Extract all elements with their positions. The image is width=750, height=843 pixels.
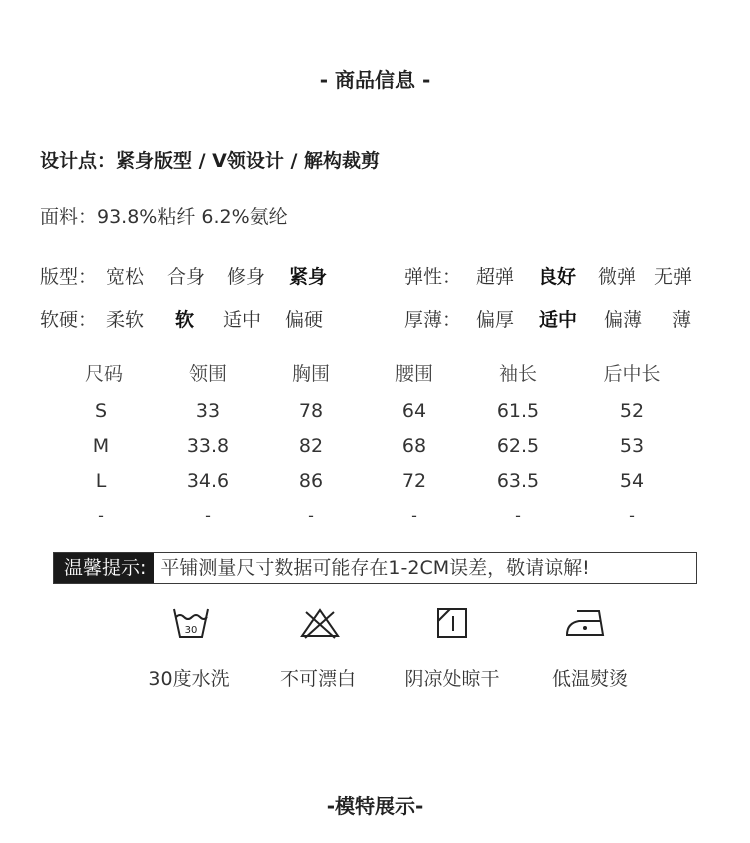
size-table-cell: 61.5 [496, 400, 540, 422]
care-label: 不可漂白 [279, 668, 356, 690]
softness-option: 适中 [223, 309, 262, 331]
size-table-cell: 34.6 [186, 470, 230, 492]
thickness-option: 偏薄 [604, 309, 643, 331]
size-table-cell: 64 [401, 400, 427, 422]
fit-label: 版型： [40, 266, 98, 288]
size-table-cell: 53 [619, 435, 645, 457]
size-table-cell: - [629, 506, 635, 525]
size-table-cell: 68 [401, 435, 427, 457]
fit-option: 宽松 [106, 266, 145, 288]
size-table-cell: 82 [298, 435, 324, 457]
care-label: 低温熨烫 [551, 668, 628, 690]
elasticity-option-selected: 良好 [538, 266, 577, 288]
thickness-option-selected: 适中 [539, 309, 578, 331]
thickness-option: 偏厚 [476, 309, 515, 331]
size-table-cell: 33.8 [186, 435, 230, 457]
section-title-product-info: - 商品信息 - [319, 68, 431, 92]
shade-dry-icon [422, 601, 482, 647]
size-table-cell: S [94, 400, 108, 422]
low-iron-icon [557, 601, 617, 647]
fabric-composition: 面料：93.8%粘纤 6.2%氨纶 [40, 206, 288, 228]
elasticity-label: 弹性： [404, 266, 462, 288]
size-table-cell: - [98, 506, 104, 525]
elasticity-option: 微弹 [598, 266, 637, 288]
section-title-model-display: -模特展示- [326, 794, 424, 818]
size-table-header: 领围 [188, 363, 227, 385]
size-table-cell: - [308, 506, 314, 525]
size-table-header: 腰围 [394, 363, 433, 385]
tip-text: 平铺测量尺寸数据可能存在1-2CM误差，敬请谅解! [160, 557, 590, 579]
size-table-cell: M [92, 435, 110, 457]
softness-option: 柔软 [106, 309, 145, 331]
tip-label: 温馨提示: [54, 553, 154, 583]
softness-option: 偏硬 [285, 309, 324, 331]
size-table-cell: 63.5 [496, 470, 540, 492]
measurement-tip [53, 552, 697, 584]
size-table-cell: 33 [195, 400, 221, 422]
elasticity-option: 超弹 [476, 266, 515, 288]
size-table-header: 尺码 [84, 363, 123, 385]
softness-option-selected: 软 [175, 309, 195, 331]
size-table-cell: 52 [619, 400, 645, 422]
care-label: 阴凉处晾干 [404, 668, 500, 690]
elasticity-option: 无弹 [654, 266, 693, 288]
size-table-cell: 78 [298, 400, 324, 422]
size-table-header: 胸围 [291, 363, 330, 385]
design-points: 设计点：紧身版型 / V领设计 / 解构裁剪 [40, 150, 381, 172]
size-table-cell: 72 [401, 470, 427, 492]
fit-option-selected: 紧身 [289, 266, 328, 288]
wash-30-icon [161, 601, 221, 647]
thickness-label: 厚薄： [404, 309, 462, 331]
size-table-cell: 62.5 [496, 435, 540, 457]
size-table-cell: 54 [619, 470, 645, 492]
thickness-option: 薄 [672, 309, 692, 331]
size-table-cell: - [411, 506, 417, 525]
no-bleach-icon [290, 601, 350, 647]
fit-option: 修身 [227, 266, 266, 288]
softness-label: 软硬： [40, 309, 98, 331]
size-table-header: 后中长 [603, 363, 661, 385]
size-table-cell: - [205, 506, 211, 525]
fit-option: 合身 [167, 266, 206, 288]
wash-temperature-text: 30 [184, 625, 198, 636]
size-table-header: 袖长 [498, 363, 537, 385]
size-table-cell: L [95, 470, 107, 492]
care-label: 30度水洗 [148, 668, 230, 690]
size-table-cell: 86 [298, 470, 324, 492]
size-table-cell: - [515, 506, 521, 525]
